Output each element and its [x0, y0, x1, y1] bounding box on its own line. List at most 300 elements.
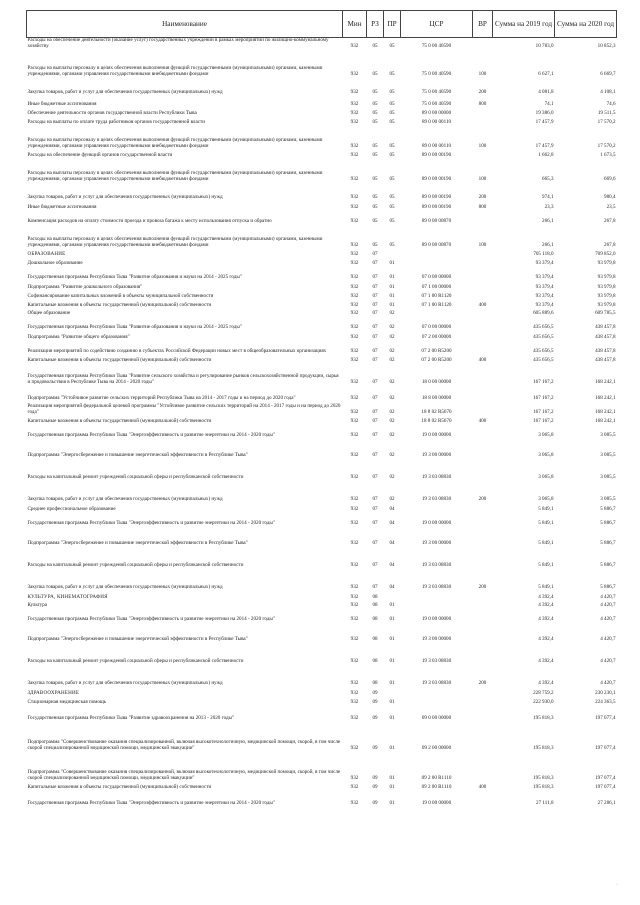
table-row: [27, 527, 617, 547]
row-expense-type: [473, 697, 493, 706]
row-sum-2019: 10 783,0: [535, 42, 554, 49]
table-row: [27, 513, 617, 527]
row-expense-type: [473, 211, 493, 225]
table-row: [27, 481, 617, 503]
row-ministry: 932: [350, 323, 359, 330]
table-row: [27, 623, 617, 643]
row-sum-2020: 23,5: [606, 203, 616, 210]
row-section: 05: [372, 70, 378, 77]
row-sum-2020: 669,6: [604, 175, 616, 182]
row-target-article: 89 0 00 00110: [421, 118, 452, 125]
row-ministry: 932: [350, 333, 359, 340]
row-target-article: [401, 591, 473, 601]
row-subsection: 04: [389, 561, 395, 568]
row-sum-2019: 195 818,3: [533, 714, 554, 721]
budget-document: [26, 10, 618, 888]
row-subsection: [384, 687, 401, 697]
row-sum-2019: 74,1: [544, 100, 554, 107]
row-sum-2019: 23,3: [544, 203, 554, 210]
table-row: [27, 249, 617, 258]
row-subsection: [384, 591, 401, 601]
row-subsection: 01: [389, 615, 395, 622]
row-expense-type: [473, 643, 493, 665]
row-ministry: 932: [350, 689, 359, 696]
row-section: 07: [372, 356, 378, 363]
row-name: Расходы на выплаты персоналу в целях обеспечения выполнения функций государственными (муниципальными) органами, казенными учреждениями, органами управления государственными внебюджетными фондами: [27, 170, 323, 182]
row-expense-type: [473, 309, 493, 317]
row-target-article: 19 3 03 08830: [421, 679, 452, 686]
row-sum-2019: 266,1: [542, 217, 554, 224]
row-sum-2019: 93 379,4: [535, 301, 554, 308]
row-sum-2019: 195 818,3: [533, 783, 554, 790]
table-row: [27, 211, 617, 225]
row-sum-2020: 5 886,7: [600, 519, 616, 526]
row-target-article: 19 0 00 00000: [421, 431, 452, 438]
row-section: 05: [372, 88, 378, 95]
table-row: [27, 402, 617, 416]
row-name: Иные бюджетные ассигнования: [27, 100, 97, 107]
row-target-article: 75 0 00 40590: [421, 42, 452, 49]
row-ministry: 932: [350, 241, 359, 248]
row-expense-type: 200: [478, 88, 487, 95]
row-subsection: 01: [389, 744, 395, 751]
table-row: [27, 782, 617, 791]
row-sum-2020: 4 420,7: [600, 657, 616, 664]
row-ministry: 932: [350, 193, 359, 200]
table-row: [27, 331, 617, 341]
row-sum-2019: 4 392,4: [538, 593, 554, 600]
row-subsection: 05: [389, 109, 395, 116]
row-target-article: 19 3 03 08830: [421, 561, 452, 568]
row-sum-2020: 1 673,5: [600, 151, 616, 158]
row-subsection: 05: [389, 193, 395, 200]
row-ministry: 932: [350, 561, 359, 568]
table-row: [27, 722, 617, 752]
row-section: 07: [372, 273, 378, 280]
row-name: Реализация мероприятий по содействию созданию в субъектах Российской Федерации новых мест в общеобразовательных организациях: [27, 347, 327, 354]
row-name: Закупка товаров, работ и услуг для обеспечения государственных (муниципальных) нужд: [27, 679, 223, 686]
row-section: 08: [372, 593, 378, 600]
row-target-article: 07 2 00 00000: [421, 333, 452, 340]
table-row: [27, 791, 617, 807]
row-ministry: 932: [350, 539, 359, 546]
row-sum-2020: 197 077,4: [595, 714, 616, 721]
row-target-article: 75 0 00 40590: [421, 100, 452, 107]
row-sum-2020: 27 286,1: [597, 799, 616, 806]
row-name: Закупка товаров, работ и услуг для обеспечения государственных (муниципальных) нужд: [27, 583, 223, 590]
row-sum-2020: 3 085,5: [600, 451, 616, 458]
row-sum-2020: 17 570,2: [597, 142, 616, 149]
row-name: Государственная программа Республики Тыва "Развитие здравоохранения на 2013 - 2020 годы": [27, 714, 235, 721]
row-sum-2020: 4 108,1: [600, 88, 616, 95]
table-row: [27, 364, 617, 386]
row-sum-2019: 435 656,5: [533, 347, 554, 354]
table-row: [27, 416, 617, 425]
row-sum-2019: 4 392,4: [538, 679, 554, 686]
row-sum-2020: 267,8: [604, 241, 616, 248]
row-target-article: [401, 249, 473, 258]
row-name: Подпрограмма "Энергосбережение и повышение энергетической эффективности в Республике Тыва": [27, 451, 248, 458]
row-expense-type: [473, 425, 493, 439]
row-ministry: 932: [350, 799, 359, 806]
row-expense-type: [473, 609, 493, 623]
table-row: [27, 201, 617, 211]
row-ministry: 932: [350, 42, 359, 49]
row-expense-type: [473, 249, 493, 258]
row-name: Расходы на капитальный ремонт учреждений социальной сферы и республиканской собственности: [27, 473, 244, 480]
header-subsection: ПР: [384, 11, 401, 38]
row-expense-type: [473, 108, 493, 117]
row-sum-2020: 5 886,7: [600, 583, 616, 590]
row-ministry: 932: [350, 394, 359, 401]
row-subsection: 02: [389, 495, 395, 502]
table-row: [27, 706, 617, 722]
row-sum-2019: 974,1: [542, 193, 554, 200]
row-sum-2019: 5 849,1: [538, 583, 554, 590]
row-subsection: 01: [389, 698, 395, 705]
row-target-article: 18 8 02 R5670: [421, 408, 452, 415]
row-sum-2020: 93 979,8: [597, 259, 616, 266]
row-sum-2019: 1 662,8: [538, 151, 554, 158]
table-row: [27, 258, 617, 267]
row-target-article: 89 0 00 00190: [421, 203, 452, 210]
table-row: [27, 117, 617, 126]
row-sum-2019: 93 379,4: [535, 259, 554, 266]
row-ministry: 932: [350, 309, 359, 316]
row-target-article: 89 0 00 00190: [421, 175, 452, 182]
row-subsection: 01: [389, 714, 395, 721]
row-target-article: 18 8 00 00000: [421, 394, 452, 401]
row-name: Реализация мероприятий федеральной целевой программы "Устойчивое развитие сельских территорий на 2014 - 2017 годы и на период до 2020 года": [27, 403, 341, 415]
row-sum-2019: 228 759,2: [533, 689, 554, 696]
budget-table: [26, 10, 617, 807]
table-row: [27, 459, 617, 481]
row-target-article: 18 0 00 00000: [421, 378, 452, 385]
row-ministry: 932: [350, 774, 359, 781]
row-subsection: 02: [389, 451, 395, 458]
row-section: 07: [372, 323, 378, 330]
row-expense-type: 400: [478, 783, 487, 790]
table-row: [27, 503, 617, 513]
table-row: [27, 697, 617, 706]
row-sum-2019: 266,1: [542, 241, 554, 248]
row-ministry: 932: [350, 100, 359, 107]
row-sum-2019: 435 656,5: [533, 333, 554, 340]
row-ministry: 932: [350, 783, 359, 790]
row-name: Подпрограмма "Устойчивое развитие сельских территорий Республики Тыва на 2014 - 2017 годы и на период до 2020 года": [27, 394, 296, 401]
row-target-article: 07 0 00 00000: [421, 273, 452, 280]
row-expense-type: [473, 267, 493, 281]
row-section: 05: [372, 142, 378, 149]
row-target-article: 07 1 00 R1120: [421, 301, 452, 308]
row-subsection: 02: [389, 417, 395, 424]
row-expense-type: [473, 503, 493, 513]
table-row: [27, 439, 617, 459]
row-ministry: 932: [350, 259, 359, 266]
row-subsection: 01: [389, 601, 395, 608]
row-section: 07: [372, 408, 378, 415]
row-sum-2020: 438 457,8: [595, 333, 616, 340]
row-name: Софинансирование капитальных вложений в объекты муниципальной собственности: [27, 292, 214, 299]
row-expense-type: [473, 291, 493, 300]
row-sum-2020: 93 979,8: [597, 301, 616, 308]
row-section: 09: [372, 698, 378, 705]
row-target-article: 75 0 00 40590: [421, 70, 452, 77]
row-section: 08: [372, 679, 378, 686]
row-sum-2020: 980,4: [604, 193, 616, 200]
row-target-article: 19 0 00 00000: [421, 519, 452, 526]
row-section: 07: [372, 347, 378, 354]
row-name: Расходы на обеспечение деятельности (оказание услуг) государственных учреждений в рамках мероприятий по жилищно-коммунальному хозяйству: [27, 37, 329, 49]
row-name: Государственная программа Республики Тыва "Энергоэффективность и развитие энергетики на 2014 - 2020 годы": [27, 431, 275, 438]
row-expense-type: [473, 722, 493, 752]
row-subsection: 01: [389, 301, 395, 308]
row-sum-2019: 93 379,4: [535, 283, 554, 290]
row-sum-2019: 17 457,9: [535, 118, 554, 125]
row-sum-2020: 438 457,8: [595, 323, 616, 330]
row-expense-type: [473, 547, 493, 569]
table-row: [27, 281, 617, 291]
row-sum-2020: 168 242,1: [595, 378, 616, 385]
row-subsection: 02: [389, 378, 395, 385]
row-expense-type: [473, 752, 493, 782]
row-section: 07: [372, 378, 378, 385]
row-ministry: 932: [350, 273, 359, 280]
row-sum-2019: 4 081,8: [538, 88, 554, 95]
row-expense-type: [473, 117, 493, 126]
row-name: Дошкольное образование: [27, 259, 83, 266]
row-name: Среднее профессиональное образование: [27, 505, 116, 512]
table-row: [27, 317, 617, 331]
row-sum-2020: 4 420,7: [600, 601, 616, 608]
row-expense-type: 400: [478, 417, 487, 424]
row-target-article: 09 2 00 00000: [421, 744, 452, 751]
row-subsection: 01: [389, 799, 395, 806]
row-section: 07: [372, 292, 378, 299]
row-target-article: 19 0 00 00000: [421, 615, 452, 622]
table-row: [27, 267, 617, 281]
row-target-article: 89 0 00 00190: [421, 151, 452, 158]
row-expense-type: [473, 402, 493, 416]
row-sum-2020: 74,6: [606, 100, 616, 107]
row-sum-2020: 5 886,7: [600, 505, 616, 512]
row-subsection: 04: [389, 505, 395, 512]
row-target-article: [401, 601, 473, 609]
row-section: 07: [372, 519, 378, 526]
row-subsection: 02: [389, 394, 395, 401]
row-sum-2020: 93 979,8: [597, 283, 616, 290]
row-expense-type: [473, 364, 493, 386]
row-name: Государственная программа Республики Тыва "Развитие образования и науки на 2014 - 2025 годы": [27, 273, 242, 280]
row-subsection: 01: [389, 657, 395, 664]
row-name: Подпрограмма "Развитие дошкольного образования": [27, 283, 143, 290]
row-section: 07: [372, 250, 378, 257]
row-sum-2019: 167 167,2: [533, 378, 554, 385]
row-ministry: 932: [350, 292, 359, 299]
row-section: 09: [372, 799, 378, 806]
row-target-article: 89 0 00 00000: [421, 109, 452, 116]
table-row: [27, 159, 617, 183]
row-sum-2019: 4 392,4: [538, 601, 554, 608]
row-name: Культура: [27, 601, 48, 608]
table-row: [27, 150, 617, 159]
table-row: [27, 96, 617, 108]
row-subsection: 01: [389, 635, 395, 642]
row-section: 07: [372, 333, 378, 340]
row-sum-2019: 665,3: [542, 175, 554, 182]
row-name: Капитальные вложения в объекты государственной (муниципальной) собственности: [27, 783, 212, 790]
header-ministry: Мин: [343, 11, 367, 38]
row-subsection: 05: [389, 142, 395, 149]
row-sum-2019: 167 167,2: [533, 417, 554, 424]
row-sum-2020: 5 886,7: [600, 539, 616, 546]
row-section: 05: [372, 175, 378, 182]
row-sum-2019: 17 457,9: [535, 142, 554, 149]
row-sum-2020: 5 886,7: [600, 561, 616, 568]
row-ministry: 932: [350, 601, 359, 608]
row-sum-2019: 3 065,8: [538, 473, 554, 480]
row-ministry: 932: [350, 451, 359, 458]
row-target-article: 19 3 03 08830: [421, 583, 452, 590]
row-ministry: 932: [350, 378, 359, 385]
row-ministry: 932: [350, 714, 359, 721]
row-expense-type: [473, 281, 493, 291]
table-row: [27, 687, 617, 697]
header-sum-2019: Сумма на 2019 год: [493, 11, 555, 38]
page-mark: ·: [616, 882, 618, 888]
row-section: 05: [372, 203, 378, 210]
row-sum-2019: 3 065,8: [538, 451, 554, 458]
header-expense-type: ВР: [473, 11, 493, 38]
row-sum-2020: 4 420,7: [600, 635, 616, 642]
row-section: 05: [372, 109, 378, 116]
row-sum-2020: 19 511,5: [597, 109, 616, 116]
row-target-article: [401, 258, 473, 267]
row-target-article: 09 0 00 00000: [421, 714, 452, 721]
row-section: 07: [372, 561, 378, 568]
row-section: 05: [372, 151, 378, 158]
row-expense-type: [473, 150, 493, 159]
table-row: [27, 225, 617, 249]
row-expense-type: [473, 331, 493, 341]
row-ministry: 932: [350, 408, 359, 415]
table-row: [27, 309, 617, 317]
row-name: Расходы на выплаты персоналу в целях обеспечения выполнения функций государственными (муниципальными) органами, казенными учреждениями, органами управления государственными внебюджетными фондами: [27, 65, 323, 77]
row-ministry: 932: [350, 593, 359, 600]
row-expense-type: [473, 791, 493, 807]
row-target-article: 07 1 00 R1120: [421, 292, 452, 299]
row-ministry: 932: [350, 635, 359, 642]
row-section: 07: [372, 309, 378, 316]
row-sum-2020: 3 085,5: [600, 495, 616, 502]
row-sum-2019: 5 849,1: [538, 539, 554, 546]
row-sum-2020: 438 457,8: [595, 347, 616, 354]
row-expense-type: [473, 527, 493, 547]
header-name: Наименование: [27, 11, 343, 38]
row-section: 07: [372, 394, 378, 401]
row-name: Государственная программа Республики Тыва "Энергоэффективность и развитие энергетики на 2014 - 2020 годы": [27, 615, 275, 622]
row-target-article: 07 2 00 R5200: [421, 347, 452, 354]
header-sum-2020: Сумма на 2020 год: [555, 11, 617, 38]
row-name: Расходы на выплаты персоналу в целях обеспечения выполнения функций государственными (муниципальными) органами, казенными учреждениями, органами управления государственными внебюджетными фондами: [27, 137, 323, 149]
row-subsection: 02: [389, 431, 395, 438]
row-ministry: 932: [350, 356, 359, 363]
row-expense-type: 200: [478, 495, 487, 502]
row-subsection: 01: [389, 292, 395, 299]
row-sum-2020: 197 077,4: [595, 744, 616, 751]
row-name: Государственная программа Республики Тыва "Энергоэффективность и развитие энергетики на 2014 - 2020 годы": [27, 799, 275, 806]
row-target-article: 07 2 00 R5200: [421, 356, 452, 363]
table-row: [27, 609, 617, 623]
row-sum-2020: 438 457,8: [595, 356, 616, 363]
row-subsection: 05: [389, 70, 395, 77]
row-sum-2020: 168 242,1: [595, 417, 616, 424]
table-body: [27, 38, 617, 807]
row-name: ЗДРАВООХРАНЕНИЕ: [27, 689, 80, 696]
row-section: 09: [372, 744, 378, 751]
row-expense-type: [473, 513, 493, 527]
row-sum-2019: 167 167,2: [533, 394, 554, 401]
row-subsection: [384, 249, 401, 258]
row-subsection: 02: [389, 356, 395, 363]
row-sum-2020: 93 979,8: [597, 292, 616, 299]
row-ministry: 932: [350, 109, 359, 116]
row-subsection: 04: [389, 539, 395, 546]
row-name: Расходы на капитальный ремонт учреждений социальной сферы и республиканской собственности: [27, 561, 244, 568]
row-sum-2020: 197 077,4: [595, 783, 616, 790]
row-sum-2019: 3 065,8: [538, 495, 554, 502]
row-subsection: 05: [389, 217, 395, 224]
row-sum-2019: 222 930,0: [533, 698, 554, 705]
row-subsection: 02: [389, 333, 395, 340]
row-target-article: 19 3 03 08830: [421, 473, 452, 480]
table-row: [27, 425, 617, 439]
row-expense-type: [473, 439, 493, 459]
row-sum-2019: 5 849,1: [538, 505, 554, 512]
row-sum-2019: 19 386,0: [535, 109, 554, 116]
row-section: 07: [372, 417, 378, 424]
row-sum-2019: 6 627,1: [538, 70, 554, 77]
row-ministry: 932: [350, 505, 359, 512]
row-sum-2020: 267,8: [604, 217, 616, 224]
row-expense-type: [473, 459, 493, 481]
row-ministry: 932: [350, 301, 359, 308]
row-ministry: 932: [350, 495, 359, 502]
row-subsection: 01: [389, 283, 395, 290]
row-expense-type: [473, 317, 493, 331]
row-expense-type: 100: [478, 175, 487, 182]
row-sum-2019: 5 849,1: [538, 561, 554, 568]
table-row: [27, 300, 617, 309]
row-ministry: 932: [350, 615, 359, 622]
row-ministry: 932: [350, 583, 359, 590]
table-row: [27, 291, 617, 300]
row-expense-type: [473, 341, 493, 355]
row-name: Капитальные вложения в объекты государственной (муниципальной) собственности: [27, 301, 212, 308]
row-expense-type: [473, 601, 493, 609]
row-sum-2020: 4 420,7: [600, 615, 616, 622]
row-section: 07: [372, 495, 378, 502]
row-subsection: 01: [389, 783, 395, 790]
row-target-article: 07 1 00 00000: [421, 283, 452, 290]
row-section: 09: [372, 783, 378, 790]
row-ministry: 932: [350, 519, 359, 526]
row-sum-2019: 4 392,4: [538, 657, 554, 664]
row-target-article: 18 8 02 R5670: [421, 417, 452, 424]
row-sum-2019: 195 818,3: [533, 744, 554, 751]
row-expense-type: 100: [478, 142, 487, 149]
table-row: [27, 569, 617, 591]
